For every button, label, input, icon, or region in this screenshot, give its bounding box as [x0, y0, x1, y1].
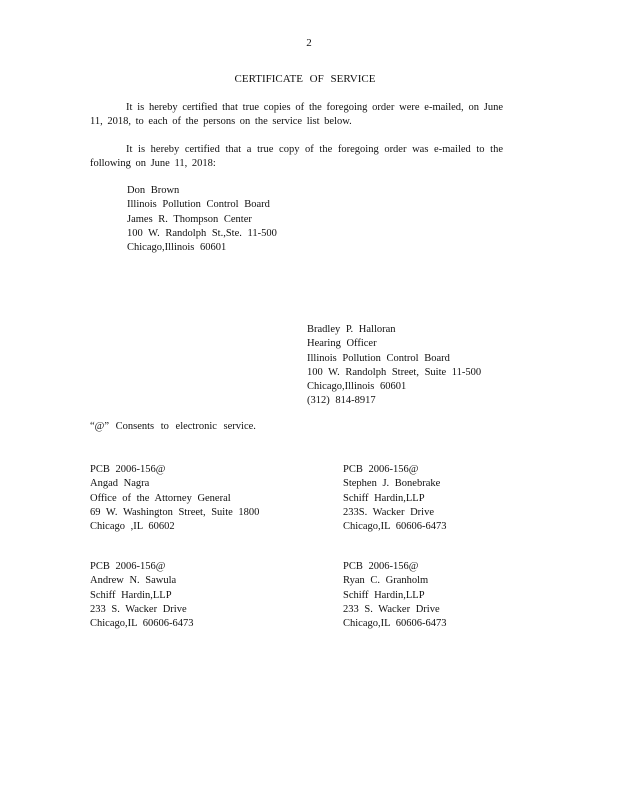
- address-line: Illinois Pollution Control Board: [307, 352, 450, 364]
- address-line: Chicago,IL 60606-6473: [343, 618, 447, 630]
- case-number: PCB 2006-156@: [90, 464, 166, 475]
- address-line: 233S. Wacker Drive: [343, 506, 434, 518]
- address-line: Schiff Hardin,LLP: [90, 589, 172, 601]
- address-line: Angad Nagra: [90, 478, 150, 490]
- recipient-block-left: [127, 184, 277, 255]
- address-line: 233 S. Wacker Drive: [343, 603, 440, 615]
- address-line: James R. Thompson Center: [127, 213, 252, 225]
- address-line: 233 S. Wacker Drive: [90, 603, 187, 615]
- address-line: Chicago,IL 60606-6473: [343, 521, 447, 533]
- recipient-block-right: [307, 323, 481, 409]
- case-number: PCB 2006-156@: [343, 561, 419, 572]
- consent-note: “@” Consents to electronic service.: [90, 421, 256, 432]
- service-list-entry: [343, 560, 447, 631]
- case-number: PCB 2006-156@: [343, 464, 419, 475]
- address-line: Don Brown: [127, 185, 180, 196]
- address-line: Schiff Hardin,LLP: [343, 589, 425, 601]
- address-line: Illinois Pollution Control Board: [127, 199, 270, 211]
- address-line: Schiff Hardin,LLP: [343, 492, 425, 504]
- paragraph-emailed: [90, 143, 503, 171]
- paragraph-text: It is hereby certified that true copies of the foregoing order were e-mailed, on June 11, 2018, to each of the persons on the service list below.: [90, 102, 503, 127]
- address-line: Chicago,Illinois 60601: [127, 242, 227, 254]
- address-line: Ryan C. Granholm: [343, 575, 429, 587]
- address-line: Office of the Attorney General: [90, 492, 231, 504]
- page-title: CERTIFICATE OF SERVICE: [234, 73, 376, 85]
- address-line: Chicago,IL 60606-6473: [90, 618, 194, 630]
- address-line: Chicago,Illinois 60601: [307, 381, 407, 393]
- paragraph-service-list: [90, 101, 503, 129]
- address-line: 100 W. Randolph Street, Suite 11-500: [307, 366, 482, 378]
- paragraph-text: It is hereby certified that a true copy of the foregoing order was e-mailed to the following on June 11, 2018:: [90, 144, 503, 169]
- address-line: Bradley P. Halloran: [307, 324, 396, 335]
- case-number: PCB 2006-156@: [90, 561, 166, 572]
- address-line: Hearing Officer: [307, 338, 377, 350]
- address-line: Andrew N. Sawula: [90, 575, 177, 587]
- address-line: Chicago ,IL 60602: [90, 521, 175, 533]
- address-line: 69 W. Washington Street, Suite 1800: [90, 506, 260, 518]
- address-line: 100 W. Randolph St.,Ste. 11-500: [127, 227, 277, 239]
- service-list-entry: [90, 560, 194, 631]
- service-list-entry: [90, 463, 259, 534]
- address-line: Stephen J. Bonebrake: [343, 478, 441, 490]
- address-line: (312) 814-8917: [307, 395, 376, 407]
- service-list-entry: [343, 463, 447, 534]
- page-number: 2: [306, 37, 312, 49]
